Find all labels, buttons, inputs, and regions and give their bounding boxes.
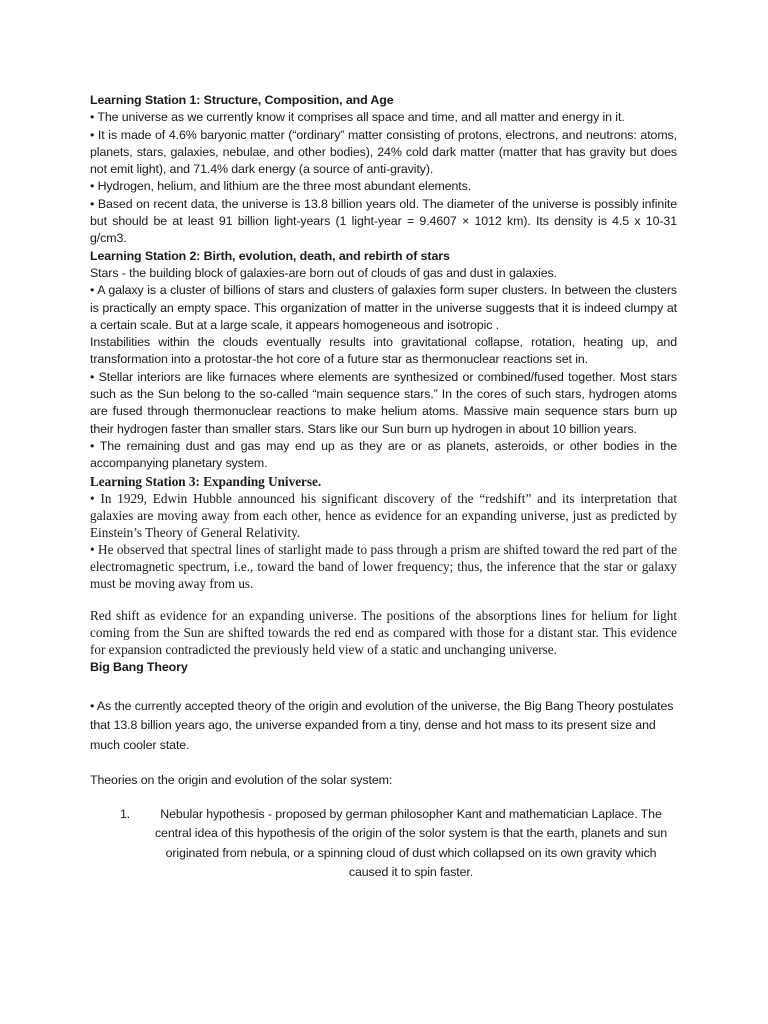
station2-bullet: • The remaining dust and gas may end up as they are or as planets, asteroids, or other bodies in the accompanying planetary system. — [90, 438, 677, 471]
station1-heading: Learning Station 1: Structure, Composition, and Age — [90, 93, 394, 107]
station2-bullet: • A galaxy is a cluster of billions of stars and clusters of galaxies form super clusters. In between the clusters is practically an empty space. This organization of matter in the universe suggests that it is indeed clumpy at a certain scale. But at a large scale, it appears homogeneous and isotropic . — [90, 283, 677, 332]
station3-bullet: • In 1929, Edwin Hubble announced his significant discovery of the “redshift” and its interpretation that galaxies are moving away from each other, hence as evidence for an expanding universe, just as predicted by Einstein’s Theory of General Relativity. — [90, 490, 677, 540]
station1-bullet: • The universe as we currently know it comprises all space and time, and all matter and energy in it. — [90, 110, 625, 125]
station2-section — [90, 248, 677, 473]
station1-bullet: • Based on recent data, the universe is 13.8 billion years old. The diameter of the universe is possibly infinite but should be at least 91 billion light-years (1 light-year = 9.4607 × 1012 km). Its density is 4.5 x 10-31 g/cm3. — [90, 196, 677, 246]
list-item-number: 1. — [120, 806, 131, 821]
bigbang-section — [90, 659, 677, 882]
bigbang-bullet: • As the currently accepted theory of the origin and evolution of the universe, the Big Bang Theory postulates that 13.8 billion years ago, the universe expanded from a tiny, dense and hot mass to its present size and much cooler state. — [90, 698, 674, 752]
redshift-paragraph: Red shift as evidence for an expanding universe. The positions of the absorptions lines for helium for light coming from the Sun are shifted towards the red end as compared with those for a distant star. This evidence for expansion contradicted the previously held view of a static and unchanging universe. — [90, 608, 677, 658]
station1-section — [90, 92, 677, 248]
list-item-text: Nebular hypothesis - proposed by german philosopher Kant and mathematician Laplace. The central idea of this hypothesis of the origin of the solor system is that the earth, planets and sun originated from nebula, or a spinning cloud of dust which collapsed on its own gravity which caused it to spin faster. — [154, 806, 668, 880]
station2-intro: Stars - the building block of galaxies-are born out of clouds of gas and dust in galaxies. — [90, 265, 557, 280]
station3-bullet: • He observed that spectral lines of starlight made to pass through a prism are shifted toward the red part of the electromagnetic spectrum, i.e., toward the band of lower frequency; thus, the inference that the star or galaxy must be moving away from us. — [90, 541, 677, 592]
theories-list — [90, 805, 677, 883]
station3-section — [90, 473, 677, 659]
station2-paragraph: Instabilities within the clouds eventually results into gravitational collapse, rotation, heating up, and transformation into a protostar-the hot core of a future star as thermonuclear reactions set in. — [90, 335, 677, 367]
station1-bullet: • Hydrogen, helium, and lithium are the three most abundant elements. — [90, 179, 472, 194]
station1-bullet: • It is made of 4.6% baryonic matter (“ordinary” matter consisting of protons, electrons, and neutrons: atoms, planets, stars, galaxies, nebulae, and other bodies), 24% cold dark matter (matter that has gravity but does not emit light), and 71.4% dark energy (a source of anti-gravity). — [90, 127, 677, 177]
station2-bullet: • Stellar interiors are like furnaces where elements are synthesized or combined/fused together. Most stars such as the Sun belong to the so-called “main sequence stars.” In the cores of such stars, hydrogen atoms are fused through thermonuclear reactions to make helium atoms. Massive main sequence stars burn up their hydrogen faster than smaller stars. Stars like our Sun burn up hydrogen in about 10 billion years. — [90, 369, 677, 436]
bigbang-heading: Big Bang Theory — [90, 660, 188, 675]
document-page — [90, 92, 677, 883]
list-item — [120, 805, 677, 883]
station2-heading: Learning Station 2: Birth, evolution, death, and rebirth of stars — [90, 248, 450, 263]
station3-heading: Learning Station 3: Expanding Universe. — [90, 473, 322, 489]
theories-intro: Theories on the origin and evolution of the solar system: — [90, 773, 393, 788]
